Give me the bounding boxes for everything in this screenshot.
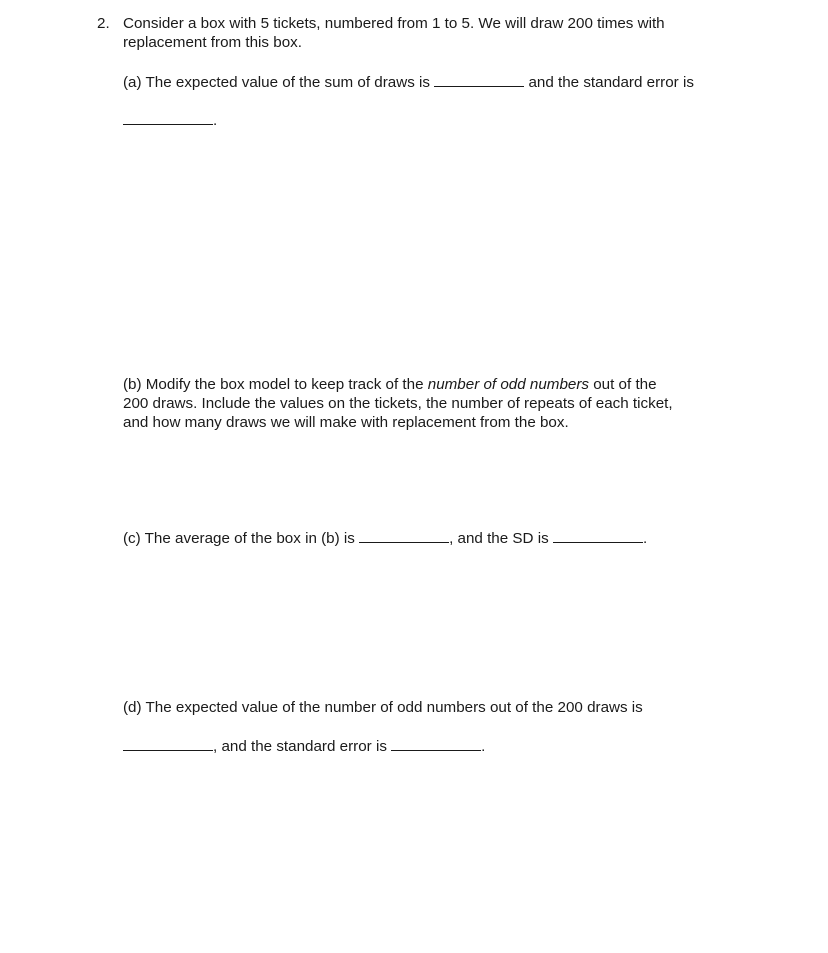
part-a-text: (a) The expected value of the sum of draws is bbox=[123, 74, 435, 91]
part-b-text: (b) Modify the box model to keep track of the bbox=[123, 376, 428, 393]
part-c-period: . bbox=[642, 530, 648, 547]
part-b bbox=[123, 375, 673, 432]
part-a-standard-error-blank[interactable] bbox=[123, 110, 213, 125]
part-a-period: . bbox=[213, 112, 218, 129]
part-c-sd-blank[interactable] bbox=[553, 528, 643, 543]
part-c-text-middle: , and the SD is bbox=[449, 530, 553, 547]
part-d-text-middle: , and the standard error is bbox=[213, 738, 392, 755]
question-number: 2. bbox=[97, 15, 110, 32]
question-intro-line2: replacement from this box. bbox=[123, 34, 302, 51]
part-c-average-blank[interactable] bbox=[359, 528, 449, 543]
part-c bbox=[123, 528, 647, 548]
part-b-text-after: out of the bbox=[589, 376, 657, 393]
part-a-text-middle: and the standard error is bbox=[524, 74, 694, 91]
question-intro bbox=[123, 14, 665, 52]
part-c-text: (c) The average of the box in (b) is bbox=[123, 530, 360, 547]
part-d-standard-error-blank[interactable] bbox=[391, 736, 481, 751]
question-intro-line1: Consider a box with 5 tickets, numbered from 1 to 5. We will draw 200 times with bbox=[123, 15, 665, 32]
part-d-line2 bbox=[123, 736, 485, 756]
part-b-emphasis: number of odd numbers bbox=[427, 376, 589, 393]
part-b-line3: and how many draws we will make with replacement from the box. bbox=[123, 414, 569, 431]
part-b-line1 bbox=[123, 375, 673, 394]
part-a-line1 bbox=[123, 72, 694, 92]
part-a-expected-value-blank[interactable] bbox=[434, 72, 524, 87]
part-a-line2 bbox=[123, 110, 217, 130]
part-d-period: . bbox=[481, 738, 486, 755]
part-d-expected-value-blank[interactable] bbox=[123, 736, 213, 751]
part-b-line2: 200 draws. Include the values on the tickets, the number of repeats of each ticket, bbox=[123, 395, 673, 412]
part-d-line1: (d) The expected value of the number of odd numbers out of the 200 draws is bbox=[123, 699, 643, 716]
